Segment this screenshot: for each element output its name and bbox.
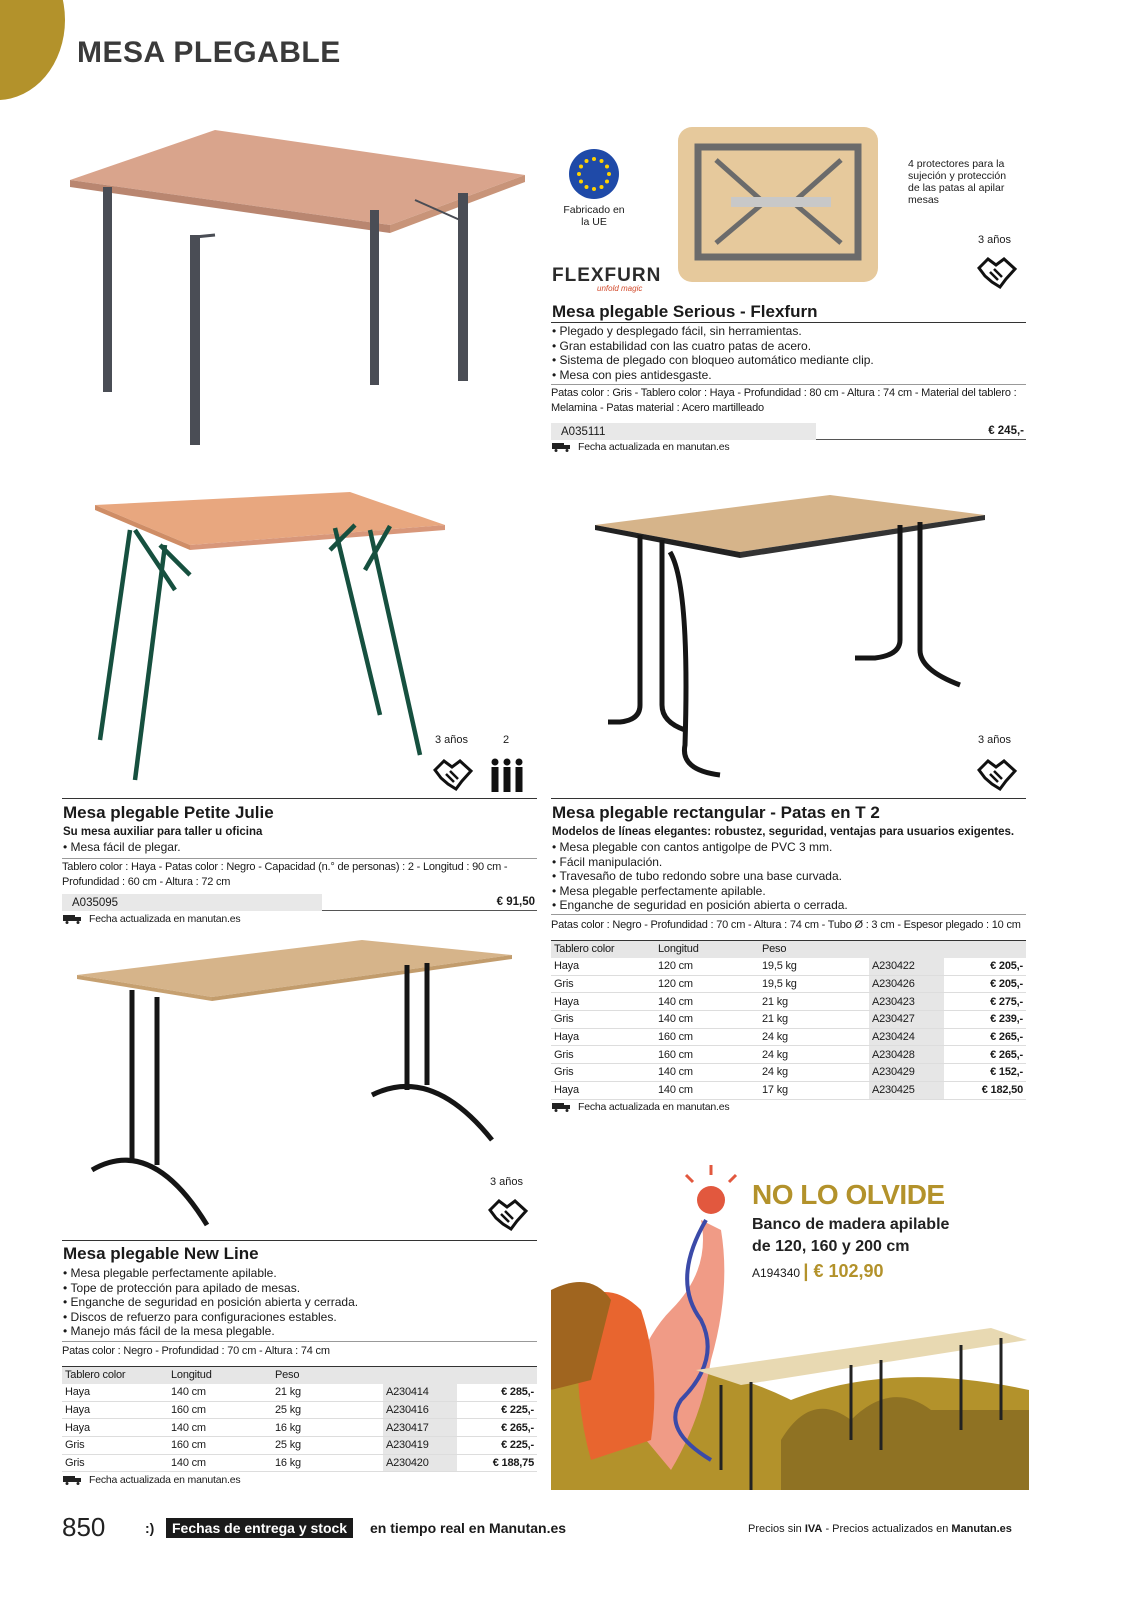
ad-subtitle (752, 1214, 949, 1258)
table-cell: Gris (551, 1046, 655, 1064)
serious-ref: A035111 (551, 423, 816, 440)
list-item: • Tope de protección para apilado de mesas. (63, 1281, 538, 1296)
table-cell: Haya (551, 1081, 655, 1099)
table-cell: 140 cm (655, 1064, 759, 1082)
table-row (551, 1011, 1026, 1029)
table-cell: € 239,- (944, 1011, 1026, 1029)
newline-delivery (63, 1474, 240, 1486)
col-header: Longitud (655, 941, 759, 958)
col-header: Longitud (168, 1367, 272, 1384)
table-cell: 24 kg (759, 1064, 869, 1082)
list-item: • Sistema de plegado con bloqueo automático mediante clip. (552, 353, 1027, 368)
table-cell: Gris (551, 1011, 655, 1029)
list-item: • Mesa plegable con cantos antigolpe de PVC 3 mm. (552, 840, 1027, 855)
julie-table-image (90, 490, 450, 790)
list-item: • Mesa plegable perfectamente apilable. (63, 1266, 538, 1281)
table-row (62, 1419, 537, 1437)
t2-warranty-label: 3 años (978, 734, 1012, 746)
ad-line: Banco de madera apilable (752, 1216, 950, 1233)
table-cell: € 265,- (457, 1419, 537, 1437)
col-header: Peso (759, 941, 869, 958)
table-cell: A230427 (869, 1011, 944, 1029)
table-cell: 24 kg (759, 1046, 869, 1064)
warranty-handshake-icon (976, 254, 1018, 292)
table-cell: Haya (62, 1384, 168, 1402)
table-row (551, 975, 1026, 993)
table-cell: € 152,- (944, 1064, 1026, 1082)
julie-ref: A035095 (62, 894, 322, 911)
serious-title-rule (551, 322, 1026, 323)
list-item: • Mesa plegable perfectamente apilable. (552, 884, 1027, 899)
t2-table-image (590, 490, 990, 790)
table-cell: A230417 (383, 1419, 457, 1437)
list-item: • Fácil manipulación. (552, 855, 1027, 870)
warranty-handshake-icon (976, 756, 1018, 794)
truck-icon (63, 1475, 83, 1485)
page-number: 850 (62, 1512, 106, 1542)
t2-specs: Patas color : Negro - Profundidad : 70 cm - Altura : 74 cm - Tubo Ø : 3 cm - Espesor plegado : 10 cm (551, 919, 1021, 931)
truck-icon (552, 442, 572, 452)
table-cell: € 285,- (457, 1384, 537, 1402)
delivery-text: Fecha actualizada en manutan.es (578, 441, 730, 453)
table-row (62, 1384, 537, 1402)
table-cell: Haya (551, 993, 655, 1011)
truck-icon (63, 914, 83, 924)
serious-specs: Patas color : Gris - Tablero color : Haya - Profundidad : 80 cm - Altura : 74 cm - Material del tablero : Melamina - Patas material : Acero martilleado (551, 387, 1017, 414)
protectors-note: 4 protectores para la sujeción y protección de las patas al apilar mesas (908, 158, 1007, 206)
t2-variant-table (551, 940, 1026, 1100)
list-item: • Travesaño de tubo redondo sobre una base curvada. (552, 869, 1027, 884)
julie-subtitle: Su mesa auxiliar para taller u oficina (63, 826, 263, 838)
table-cell: 120 cm (655, 975, 759, 993)
serious-title: Mesa plegable Serious - Flexfurn (552, 302, 818, 321)
table-cell: A230429 (869, 1064, 944, 1082)
eu-flag-icon (568, 148, 620, 200)
table-cell: 160 cm (168, 1401, 272, 1419)
newline-warranty-label: 3 años (490, 1176, 524, 1188)
table-cell: 21 kg (759, 1011, 869, 1029)
julie-price-row (62, 894, 537, 911)
table-cell: € 205,- (944, 975, 1026, 993)
table-cell: 19,5 kg (759, 958, 869, 976)
table-cell: € 265,- (944, 1028, 1026, 1046)
table-cell: € 188,75 (457, 1454, 537, 1472)
serious-warranty-label: 3 años (978, 234, 1012, 246)
page-title: MESA PLEGABLE (77, 36, 341, 69)
list-item: • Manejo más fácil de la mesa plegable. (63, 1324, 538, 1339)
serious-table-image (65, 125, 535, 455)
julie-warranty-label: 3 años (435, 734, 469, 746)
newline-table-image (72, 935, 522, 1235)
table-cell: 24 kg (759, 1028, 869, 1046)
table-cell: Haya (551, 958, 655, 976)
table-row (62, 1401, 537, 1419)
table-cell: 140 cm (655, 1081, 759, 1099)
table-cell: A230419 (383, 1437, 457, 1455)
table-cell: A230424 (869, 1028, 944, 1046)
list-item: • Gran estabilidad con las cuatro patas de acero. (552, 339, 1027, 354)
warranty-handshake-icon (487, 1196, 529, 1234)
table-cell: A230426 (869, 975, 944, 993)
table-cell: 160 cm (655, 1046, 759, 1064)
table-cell: Haya (62, 1401, 168, 1419)
newline-variant-table (62, 1366, 537, 1472)
eu-label: Fabricado en la UE (563, 204, 625, 228)
table-cell: 16 kg (272, 1454, 383, 1472)
table-cell: Gris (551, 1064, 655, 1082)
warranty-handshake-icon (432, 756, 474, 794)
list-item: • Enganche de seguridad en posición abierta o cerrada. (552, 898, 1027, 913)
newline-bullets (63, 1266, 538, 1339)
list-item: • Plegado y desplegado fácil, sin herramientas. (552, 324, 1027, 339)
serious-price-row (551, 423, 1026, 440)
table-cell: 16 kg (272, 1419, 383, 1437)
col-header: Tablero color (62, 1367, 168, 1384)
t2-subtitle: Modelos de líneas elegantes: robustez, seguridad, ventajas para usuarios exigentes. (552, 826, 1015, 838)
table-row (551, 1064, 1026, 1082)
table-row (551, 1046, 1026, 1064)
t2-title: Mesa plegable rectangular - Patas en T 2 (552, 803, 880, 822)
t2-delivery (552, 1101, 729, 1113)
persons-icon (489, 756, 525, 794)
table-cell: Gris (551, 975, 655, 993)
table-cell: 120 cm (655, 958, 759, 976)
table-cell: 140 cm (655, 1011, 759, 1029)
list-item: • Enganche de seguridad en posición abierta y cerrada. (63, 1295, 538, 1310)
table-cell: A230423 (869, 993, 944, 1011)
col-header: Tablero color (551, 941, 655, 958)
table-cell: A230425 (869, 1081, 944, 1099)
table-cell: 17 kg (759, 1081, 869, 1099)
julie-persons-label: 2 (503, 734, 510, 746)
table-cell: Haya (551, 1028, 655, 1046)
ad-price-line: A194340 | € 102,90 (752, 1261, 884, 1281)
table-cell: A230416 (383, 1401, 457, 1419)
delivery-text: Fecha actualizada en manutan.es (89, 913, 241, 925)
table-row (551, 1081, 1026, 1099)
table-cell: Gris (62, 1437, 168, 1455)
table-cell: 19,5 kg (759, 975, 869, 993)
table-cell: A230420 (383, 1454, 457, 1472)
smile-icon: :) (145, 1520, 155, 1536)
table-cell: A230414 (383, 1384, 457, 1402)
serious-bullets (552, 324, 1027, 382)
col-header: Peso (272, 1367, 383, 1384)
table-row (62, 1437, 537, 1455)
table-cell: € 225,- (457, 1437, 537, 1455)
table-cell: € 275,- (944, 993, 1026, 1011)
table-cell: Gris (62, 1454, 168, 1472)
newline-specs: Patas color : Negro - Profundidad : 70 cm - Altura : 74 cm (62, 1345, 330, 1357)
table-cell: € 205,- (944, 958, 1026, 976)
table-cell: A230428 (869, 1046, 944, 1064)
table-cell: € 265,- (944, 1046, 1026, 1064)
table-cell: 21 kg (759, 993, 869, 1011)
ad-ref: A194340 (752, 1266, 801, 1280)
table-cell: 21 kg (272, 1384, 383, 1402)
delivery-text: Fecha actualizada en manutan.es (578, 1101, 730, 1113)
julie-title: Mesa plegable Petite Julie (63, 803, 274, 822)
newline-title: Mesa plegable New Line (63, 1244, 259, 1263)
footer-text: en tiempo real en Manutan.es (370, 1520, 567, 1536)
list-item: • Mesa con pies antidesgaste. (552, 368, 1027, 383)
corner-decoration (0, 0, 65, 100)
list-item: • Discos de refuerzo para configuraciones estables. (63, 1310, 538, 1325)
footer-prices-note: Precios sin IVA - Precios actualizados en Manutan.es (748, 1523, 1012, 1535)
table-cell: A230422 (869, 958, 944, 976)
ad-title: NO LO OLVIDE (752, 1179, 945, 1210)
table-cell: 140 cm (168, 1454, 272, 1472)
list-item: • Mesa fácil de plegar. (63, 840, 181, 855)
julie-bullets (63, 840, 181, 855)
table-cell: 140 cm (168, 1384, 272, 1402)
ad-line: de 120, 160 y 200 cm (752, 1238, 910, 1255)
table-cell: 160 cm (168, 1437, 272, 1455)
table-row (62, 1454, 537, 1472)
delivery-text: Fecha actualizada en manutan.es (89, 1474, 241, 1486)
julie-delivery (63, 913, 240, 925)
table-cell: € 182,50 (944, 1081, 1026, 1099)
truck-icon (552, 1102, 572, 1112)
julie-specs: Tablero color : Haya - Patas color : Negro - Capacidad (n.° de personas) : 2 - Longitud : 90 cm - Profundidad : 60 cm - Altura : 72 cm (62, 861, 508, 888)
table-row (551, 958, 1026, 976)
table-cell: 25 kg (272, 1401, 383, 1419)
table-row (551, 1028, 1026, 1046)
table-cell: Haya (62, 1419, 168, 1437)
footer-highlight: Fechas de entrega y stock (166, 1518, 353, 1538)
flexfurn-logo: FLEXFURN unfold magic (552, 265, 662, 293)
serious-price: € 245,- (816, 423, 1026, 440)
table-cell: 25 kg (272, 1437, 383, 1455)
ad-price: € 102,90 (813, 1261, 884, 1281)
table-row (551, 993, 1026, 1011)
table-cell: 140 cm (655, 993, 759, 1011)
table-cell: € 225,- (457, 1401, 537, 1419)
t2-bullets (552, 840, 1027, 913)
serious-delivery (552, 441, 729, 453)
table-cell: 160 cm (655, 1028, 759, 1046)
julie-price: € 91,50 (322, 894, 537, 911)
folded-table-image (676, 125, 881, 285)
table-cell: 140 cm (168, 1419, 272, 1437)
